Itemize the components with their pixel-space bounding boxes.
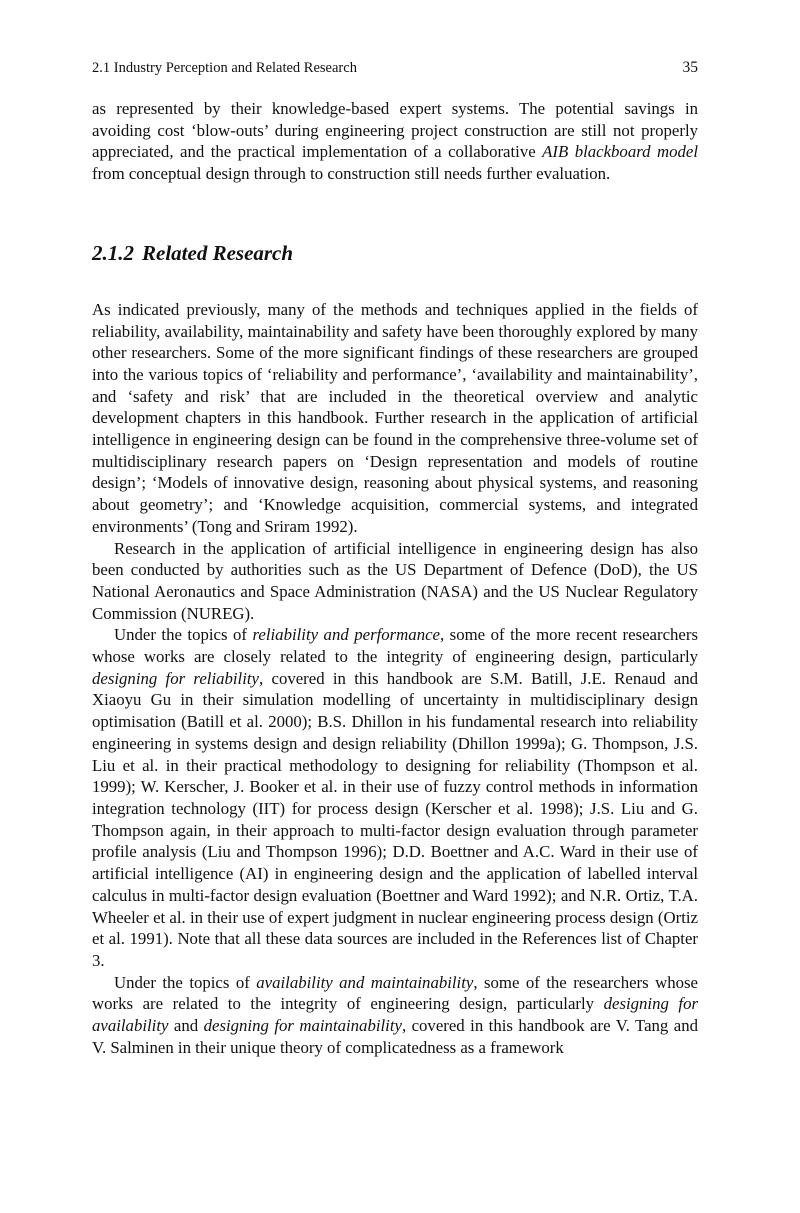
text-run: from conceptual design through to construction still needs further evaluation. xyxy=(92,164,611,184)
text-run: Under the topics of xyxy=(114,972,257,992)
text-run: , some of the researchers whose works are related to the integrity of engineering design, particularly xyxy=(92,972,698,1014)
text-run: , some of the more recent researchers whose works are closely related to the integrity of engineering design, particularly xyxy=(92,625,698,667)
section-number: 2.1.2 xyxy=(92,240,134,265)
text-run: As indicated previously, many of the methods and techniques applied in the fields of reliability, availability, maintainability and safety have been thoroughly explored by many other researchers. Some of the more significant findings of these researchers are grouped into the various topics of ‘reliability and performance’, ‘availability and maintainability’, and ‘safety and risk’ that are included in the theoretical overview and analytic development chapters in this handbook. Further research in the application of artificial intelligence in engineering design can be found in the comprehensive three-volume set of multidisciplinary research papers on ‘Design representation and models of routine design’; ‘Models of innovative design, reasoning about physical systems, and reasoning about geometry’; and ‘Knowledge acquisition, commercial systems, and integrated environments’ (Tong and Sriram 1992). xyxy=(92,299,698,536)
paragraph xyxy=(92,624,698,971)
emphasis: availability and maintainability xyxy=(256,972,474,992)
section-heading xyxy=(92,240,698,266)
emphasis: AIB blackboard model xyxy=(542,142,698,162)
running-head-section: 2.1 Industry Perception and Related Research xyxy=(92,60,357,76)
text-run: and xyxy=(168,1016,204,1036)
running-head xyxy=(92,58,698,78)
paragraph xyxy=(92,538,698,625)
emphasis: designing for availability xyxy=(92,994,698,1036)
paragraph xyxy=(92,299,698,538)
book-page xyxy=(92,58,698,1058)
opening-paragraph xyxy=(92,98,698,185)
page-number: 35 xyxy=(682,59,698,76)
emphasis: designing for maintainability xyxy=(203,1016,402,1036)
text-run: , covered in this handbook are V. Tang and V. Salminen in their unique theory of complicatedness as a framework xyxy=(92,1016,699,1057)
text-run: Under the topics of xyxy=(114,625,253,645)
emphasis: designing for reliability xyxy=(92,668,259,688)
section-title: Related Research xyxy=(142,240,294,265)
text-run: , covered in this handbook are S.M. Batill, J.E. Renaud and Xiaoyu Gu in their simulation modelling of uncertainty in multidisciplinary design optimisation (Batill et al. 2000); B.S. Dhillon in his fundamental research into reliability engineering in systems design and design reliability (Dhillon 1999a); G. Thompson, J.S. Liu et al. in their practical methodology to designing for reliability (Thompson et al. 1999); W. Kerscher, J. Booker et al. in their use of fuzzy control methods in information integration technology (IIT) for process design (Kerscher et al. 1998); J.S. Liu and G. Thompson again, in their approach to multi-factor design evaluation through parameter profile analysis (Liu and Thompson 1996); D.D. Boettner and A.C. Ward in their use of artificial intelligence (AI) in engineering design and the application of labelled interval calculus in multi-factor design evaluation (Boettner and Ward 1992); and N.R. Ortiz, T.A. Wheeler et al. in their use of expert judgment in nuclear engineering process design (Ortiz et al. 1991). Note that all these data sources are included in the References list of Chapter 3. xyxy=(92,668,699,970)
paragraph xyxy=(92,972,698,1059)
emphasis: reliability and performance xyxy=(252,625,440,645)
text-run: Research in the application of artificial intelligence in engineering design has also been conducted by authorities such as the US Department of Defence (DoD), the US National Aeronautics and Space Administration (NASA) and the US Nuclear Regulatory Commission (NUREG). xyxy=(92,538,698,623)
text-run: as represented by their knowledge-based expert systems. The potential savings in avoiding cost ‘blow-outs’ during engineering project construction are still not properly appreciated, and the practical implementation of a collaborative xyxy=(92,99,698,162)
